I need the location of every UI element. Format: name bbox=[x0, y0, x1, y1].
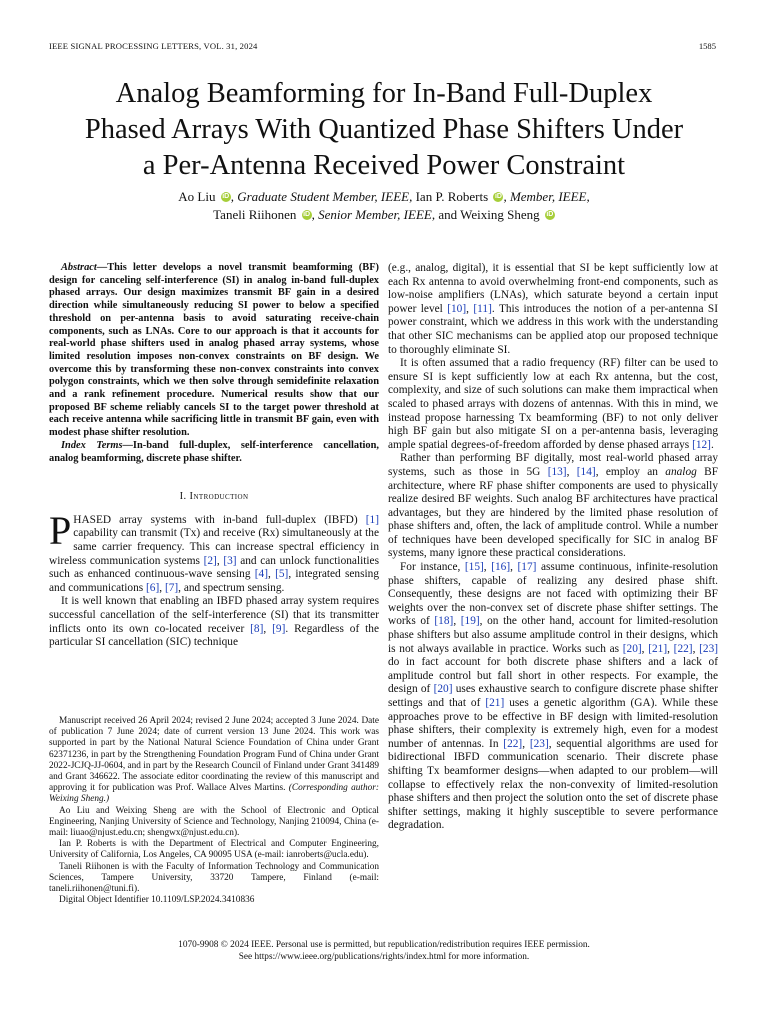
author-affiliation-role: , Senior Member, IEEE, bbox=[311, 207, 436, 222]
citation-link[interactable]: [9] bbox=[272, 622, 286, 635]
paragraph: PHASED array systems with in-band full-duplex (IBFD) [1] capability can transmit (Tx) and receive (Rx) simultaneously at the same carrier frequency. This can increase spectral efficiency in wireless communication systems [2], [3] and can unlock functionalities such as enhanced continuous-wave sensing [4], [5], integrated sensing and communications [6], [7], and spectrum sensing. bbox=[49, 507, 380, 594]
author-affiliation-role: , Member, IEEE, bbox=[503, 189, 590, 204]
abstract-text: —This letter develops a novel transmit beamforming (BF) design for canceling self-interference (SI) in analog in-band full-duplex phased arrays. Our design maximizes transmit BF gain in a desired direction while simultaneously reducing SI power to below a specified threshold on per-antenna basis to avoid saturating receive-chain components, such as LNAs. Core to our approach is that it accounts for real-world phase shifters used in analog phased array systems, whose limited resolution imposes non-convex constraints on BF design. We overcome this by transforming these non-convex constraints into convex polygon constraints, which we then solve through semidefinite relaxation and a rank refinement procedure. Numerical results show that our proposed BF scheme reliably cancels SI to the target power threshold at each receive antenna while sacrificing little in transmit BF gain, even with modest phase shifter resolution. bbox=[49, 262, 379, 439]
citation-link[interactable]: [2] bbox=[203, 554, 217, 567]
paragraph: It is often assumed that a radio frequency (RF) filter can be used to ensure SI is kept sufficiently low at each Rx antenna, but the cost, complexity, and size of such solutions can make them impractical when scaled to phased arrays with dozens of antennas. With this in mind, we instead propose harnessing Tx beamforming (BF) to not only deliver high BF gain but also mitigate SI on a per-antenna basis, leveraging ample spatial degrees-of-freedom afforded by dense phased arrays [12]. bbox=[388, 357, 718, 451]
author-name: Ian P. Roberts bbox=[415, 189, 489, 204]
page-number: 1585 bbox=[698, 41, 716, 51]
citation-link[interactable]: [11] bbox=[473, 302, 492, 315]
citation-link[interactable]: [5] bbox=[275, 568, 289, 581]
citation-link[interactable]: [10] bbox=[447, 302, 467, 315]
citation-link[interactable]: [7] bbox=[164, 581, 179, 594]
citation-link[interactable]: [23] bbox=[699, 642, 719, 655]
title-line-2: Phased Arrays With Quantized Phase Shifters Under bbox=[84, 114, 684, 145]
citation-link[interactable]: [14] bbox=[576, 465, 596, 478]
citation-link[interactable]: [8] bbox=[250, 622, 264, 635]
paragraph: Rather than performing BF digitally, most real-world phased array systems, such as those in 5G [13], [14], employ an analog BF architecture, where RF phase shifter components are used to physically realize desired BF weights. Such analog BF architectures have practical advantages, but they are hindered by the limited phase resolution of phase shifters and, often, the lack of amplitude control. While a number of techniques have been developed specifically for SIC in analog BF systems, many ignore these practical considerations. bbox=[388, 452, 719, 560]
citation-link[interactable]: [20] bbox=[622, 642, 642, 655]
citation-link[interactable]: [12] bbox=[692, 438, 711, 451]
right-column bbox=[388, 262, 718, 833]
citation-link[interactable]: [21] bbox=[648, 642, 668, 655]
citation-link[interactable]: [13] bbox=[547, 465, 567, 478]
citation-link[interactable]: [6] bbox=[146, 581, 160, 594]
abstract-label: Abstract bbox=[61, 262, 97, 273]
orcid-icon[interactable]: iD bbox=[494, 193, 502, 200]
citation-link[interactable]: [18] bbox=[434, 615, 454, 628]
footnote-manuscript: Manuscript received 26 April 2024; revised 2 June 2024; accepted 3 June 2024. Date of publication 7 June 2024; date of current version 13 June 2024. This work was supported in part by the National Natural Science Foundation of China under Grant 62371236, in part by the Strengthening Foundation Program Fund of China under Grant 2022-JCJQ-JJ-0604, and in part by the Research Council of Finland under Grant 341489 and Grant 346622. The associate editor coordinating the review of this manuscript and approving it for publication was Prof. Wallace Alves Martins. (Corresponding author: Weixing Sheng.) bbox=[49, 716, 379, 805]
paper-title bbox=[0, 76, 768, 184]
author-name: Taneli Riihonen bbox=[213, 207, 297, 222]
citation-link[interactable]: [22] bbox=[673, 642, 693, 655]
footnote-affiliation: Ian P. Roberts is with the Department of Electrical and Computer Engineering, University of California, Los Angeles, CA 90095 USA (e-mail: ianroberts@ucla.edu). bbox=[49, 839, 379, 861]
citation-link[interactable]: [23] bbox=[529, 737, 549, 750]
citation-link[interactable]: [16] bbox=[491, 561, 511, 574]
citation-link[interactable]: [21] bbox=[485, 697, 505, 709]
citation-link[interactable]: [19] bbox=[460, 615, 480, 628]
drop-cap: P bbox=[49, 507, 72, 553]
paragraph: It is well known that enabling an IBFD phased array system requires successful cancellation of the self-interference (SI) that its transmitter inflicts onto its own co-located receiver [8], [9]. Regardless of the particular SI cancellation (SIC) technique bbox=[49, 595, 379, 649]
author-affiliation-role: , Graduate Student Member, IEEE, bbox=[230, 189, 413, 204]
paragraph: For instance, [15], [16], [17] assume continuous, infinite-resolution phase shifters, capable of realizing any desired phase shift. Consequently, these designs are not faced with optimizing their BF weights over the non-convex set of discrete phase shifter settings. The works of [18], [19], on the other hand, account for limited-resolution phase shifters but also assume amplitude control in their designs, which is not always available in practice. Works such as [20], [21], [22], [23] do in fact account for both discrete phase shifters and a lack of amplitude control but fall short in other respects. For example, the design of [20] uses exhaustive search to configure discrete phase shifter settings and that of [21] uses a genetic algorithm (GA). While these approaches prove to be effective in BF design with limited-resolution phase shifters, their complexity is extremely high, even for a modest number of antennas. In [22], [23], sequential algorithms are used for bidirectional IBFD communication scenario. Their discrete phase shifting Tx beamformer designs—when adapted to our problem—will collapse to effectively relax the non-convexity of limited-resolution phase shifters and then project the solution onto the set of discrete phase shifter settings, making it highly susceptible to severe performance degradation. bbox=[388, 561, 719, 832]
title-line-1: Analog Beamforming for In-Band Full-Duplex bbox=[115, 78, 653, 109]
index-terms-label: Index Terms bbox=[61, 439, 123, 451]
copyright-line: 1070-9908 © 2024 IEEE. Personal use is permitted, but republication/redistribution requires IEEE permission. bbox=[178, 940, 590, 950]
footnote-affiliation: Ao Liu and Weixing Sheng are with the School of Electronic and Optical Engineering, Nanjing University of Science and Technology, Nanjing 210094, China (e-mail: liuao@njust.edu.cn; shengwx@njust.edu.cn). bbox=[49, 805, 379, 839]
running-header: IEEE SIGNAL PROCESSING LETTERS, VOL. 31, 2024 bbox=[49, 41, 258, 51]
citation-link[interactable]: [4] bbox=[254, 568, 268, 581]
citation-link[interactable]: [17] bbox=[517, 561, 537, 574]
orcid-icon[interactable]: iD bbox=[546, 211, 554, 218]
copyright-footer bbox=[0, 940, 768, 963]
paragraph: (e.g., analog, digital), it is essential that SI be kept sufficiently low at each Rx antenna to avoid overwhelming front-end components, such as low-noise amplifiers (LNAs), which saturate beyond a certain input power level [10], [11]. This introduces the notion of a per-antenna SI power constraint, which we address in this work with the understanding that other SIC mechanisms can be applied atop our proposed technique to thoroughly eliminate SI. bbox=[388, 262, 719, 356]
citation-link[interactable]: [15] bbox=[464, 561, 484, 574]
citation-link[interactable]: [3] bbox=[223, 554, 237, 567]
index-terms-text: —In-band full-duplex, self-interference cancellation, analog beamforming, discrete phase shifter. bbox=[49, 439, 379, 464]
title-line-3: a Per-Antenna Received Power Constraint bbox=[142, 150, 626, 181]
author-list bbox=[0, 188, 768, 224]
orcid-icon[interactable]: iD bbox=[222, 193, 230, 200]
footnote-doi: Digital Object Identifier 10.1109/LSP.2024.3410836 bbox=[59, 895, 255, 906]
citation-link[interactable]: [22] bbox=[503, 737, 523, 750]
citation-link[interactable]: [1] bbox=[365, 513, 379, 526]
footnotes bbox=[49, 716, 379, 906]
abstract bbox=[49, 262, 379, 440]
author-name: and Weixing Sheng bbox=[438, 207, 540, 222]
footnote-affiliation: Taneli Riihonen is with the Faculty of Information Technology and Communication Sciences, Tampere University, 33720 Tampere, Finland (e-mail: taneli.riihonen@tuni.fi). bbox=[49, 861, 379, 895]
citation-link[interactable]: [20] bbox=[433, 683, 453, 696]
orcid-icon[interactable]: iD bbox=[303, 211, 311, 218]
left-column bbox=[49, 262, 379, 650]
rights-link[interactable]: See https://www.ieee.org/publications/rights/index.html for more information. bbox=[238, 951, 530, 962]
author-name: Ao Liu bbox=[178, 189, 216, 204]
section-heading: I. Introduction bbox=[179, 491, 249, 503]
index-terms bbox=[49, 440, 379, 465]
